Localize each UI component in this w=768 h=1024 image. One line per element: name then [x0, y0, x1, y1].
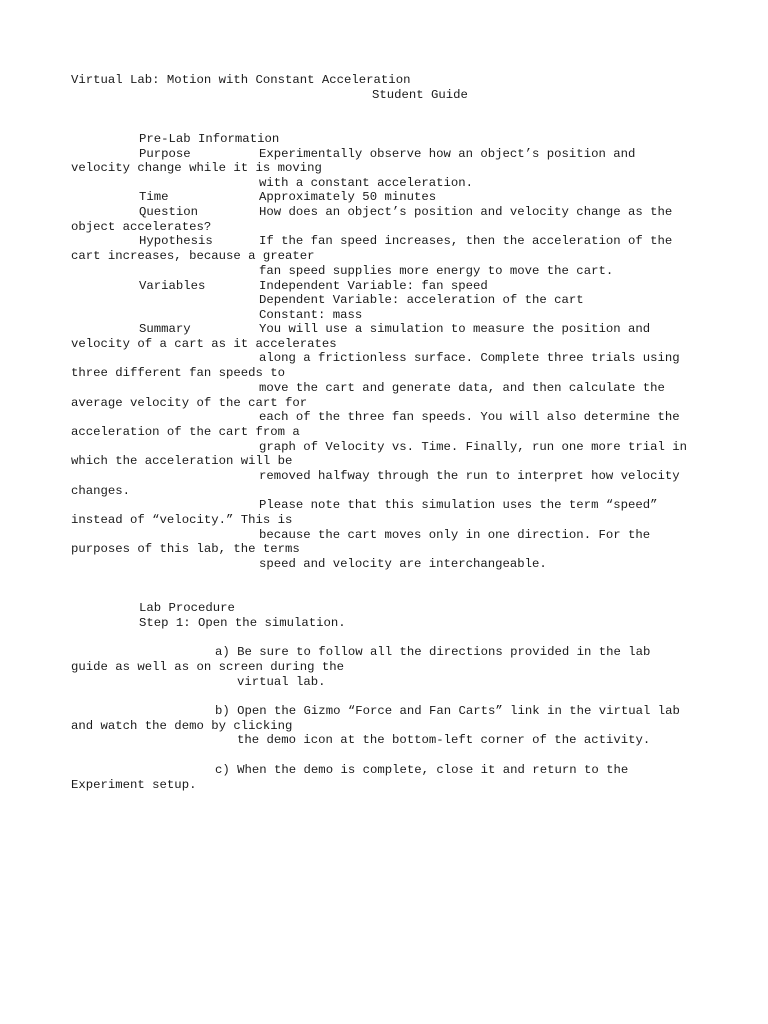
- summary-text-line: You will use a simulation to measure the position and: [259, 322, 651, 336]
- constant-variable: Constant: mass: [259, 308, 363, 322]
- summary-text-line: graph of Velocity vs. Time. Finally, run one more trial in: [259, 440, 688, 454]
- document-subtitle: Student Guide: [372, 88, 468, 102]
- summary-text-line: Please note that this simulation uses the term “speed”: [259, 498, 658, 512]
- independent-variable: Independent Variable: fan speed: [259, 279, 488, 293]
- summary-text-line: move the cart and generate data, and then calculate the: [259, 381, 665, 395]
- summary-text-line: changes.: [71, 484, 131, 498]
- summary-text-line: instead of “velocity.” This is: [71, 513, 293, 527]
- question-label: Question: [139, 205, 199, 219]
- purpose-label: Purpose: [139, 147, 191, 161]
- summary-text-line: along a frictionless surface. Complete three trials using: [259, 351, 680, 365]
- dependent-variable: Dependent Variable: acceleration of the cart: [259, 293, 584, 307]
- purpose-text-line: velocity change while it is moving: [71, 161, 322, 175]
- step-a-text-line: a) Be sure to follow all the directions provided in the lab: [215, 645, 651, 659]
- summary-text-line: removed halfway through the run to interpret how velocity: [259, 469, 680, 483]
- step-b-text-line: the demo icon at the bottom-left corner of the activity.: [237, 733, 651, 747]
- purpose-text-line: with a constant acceleration.: [259, 176, 474, 190]
- variables-label: Variables: [139, 279, 206, 293]
- summary-text-line: because the cart moves only in one direction. For the: [259, 528, 651, 542]
- hypothesis-label: Hypothesis: [139, 234, 213, 248]
- question-text-line: How does an object’s position and velocity change as the: [259, 205, 673, 219]
- procedure-heading: Lab Procedure: [139, 601, 235, 615]
- purpose-text-line: Experimentally observe how an object’s position and: [259, 147, 636, 161]
- step-b-text-line: and watch the demo by clicking: [71, 719, 293, 733]
- step-c-text-line: Experiment setup.: [71, 778, 197, 792]
- summary-label: Summary: [139, 322, 191, 336]
- hypothesis-text-line: cart increases, because a greater: [71, 249, 315, 263]
- time-value: Approximately 50 minutes: [259, 190, 437, 204]
- summary-text-line: velocity of a cart as it accelerates: [71, 337, 337, 351]
- summary-text-line: three different fan speeds to: [71, 366, 286, 380]
- step-b-text-line: b) Open the Gizmo “Force and Fan Carts” link in the virtual lab: [215, 704, 680, 718]
- step-a-text-line: virtual lab.: [237, 675, 326, 689]
- summary-text-line: purposes of this lab, the terms: [71, 542, 300, 556]
- prelab-heading: Pre-Lab Information: [139, 132, 280, 146]
- step-a-text-line: guide as well as on screen during the: [71, 660, 345, 674]
- procedure-step-1: Step 1: Open the simulation.: [139, 616, 346, 630]
- hypothesis-text-line: If the fan speed increases, then the acceleration of the: [259, 234, 673, 248]
- step-c-text-line: c) When the demo is complete, close it and return to the: [215, 763, 629, 777]
- summary-text-line: speed and velocity are interchangeable.: [259, 557, 547, 571]
- time-label: Time: [139, 190, 169, 204]
- hypothesis-text-line: fan speed supplies more energy to move the cart.: [259, 264, 614, 278]
- summary-text-line: average velocity of the cart for: [71, 396, 308, 410]
- question-text-line: object accelerates?: [71, 220, 212, 234]
- document-title: Virtual Lab: Motion with Constant Acceleration: [71, 73, 411, 87]
- summary-text-line: which the acceleration will be: [71, 454, 293, 468]
- summary-text-line: acceleration of the cart from a: [71, 425, 300, 439]
- summary-text-line: each of the three fan speeds. You will also determine the: [259, 410, 680, 424]
